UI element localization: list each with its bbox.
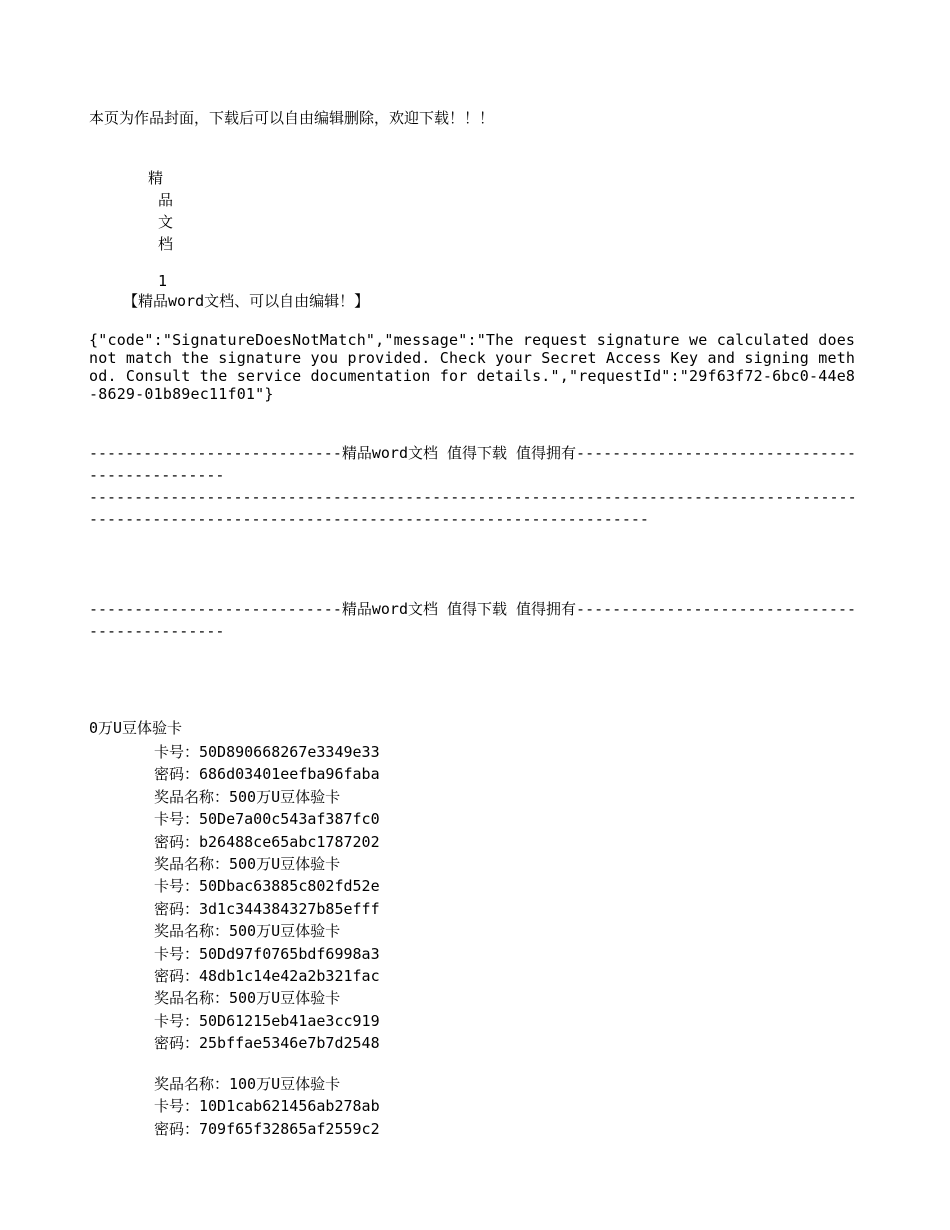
card-line: 卡号：50De7a00c543af387fc0 — [154, 810, 380, 829]
card-line: 卡号：10D1cab621456ab278ab — [154, 1097, 380, 1116]
separator-line: --------------------------------------------------------------------------------------------------------------------------------------------------- — [89, 488, 857, 528]
card-line: 密码：25bffae5346e7b7d2548 — [154, 1034, 380, 1053]
card-line: 卡号：50Dbac63885c802fd52e — [154, 877, 380, 896]
card-line: 卡号：50D890668267e3349e33 — [154, 743, 380, 761]
page-number: 1 — [158, 272, 168, 290]
document-title: 【精品word文档、可以自由编辑！】 — [123, 292, 370, 310]
card-line: 密码：3d1c344384327b85efff — [154, 899, 380, 918]
card-line: 奖品名称：100万U豆体验卡 — [154, 1074, 341, 1093]
vertical-title-char: 精 — [148, 169, 164, 187]
card-line: 密码：48db1c14e42a2b321fac — [154, 967, 380, 986]
card-line: 奖品名称：500万U豆体验卡 — [154, 787, 341, 806]
separator-banner: ----------------------------精品word文档 值得下载 值得拥有---------------------------------------------- — [89, 444, 857, 484]
card-list — [154, 741, 380, 1140]
card-line: 奖品名称：500万U豆体验卡 — [154, 989, 341, 1008]
card-line: 密码：b26488ce65abc1787202 — [154, 832, 380, 851]
spacer — [154, 1055, 380, 1073]
vertical-title-char: 品 — [158, 191, 174, 209]
card-line: 奖品名称：500万U豆体验卡 — [154, 855, 341, 874]
error-message: {"code":"SignatureDoesNotMatch","message":"The request signature we calculated does not match the signature you provided. Check your Secret Access Key and signing method. Consult the service documentation for details.","requestId":"29f63f72-6bc0-44e8-8629-01b89ec11f01"} — [89, 331, 865, 403]
vertical-title-char: 文 — [158, 213, 174, 231]
separator-banner: ----------------------------精品word文档 值得下载 值得拥有---------------------------------------------- — [89, 600, 857, 640]
card-line: 卡号：50D61215eb41ae3cc919 — [154, 1011, 380, 1030]
card-line: 奖品名称：500万U豆体验卡 — [154, 922, 341, 941]
card-section-header: 0万U豆体验卡 — [89, 719, 183, 737]
card-line: 密码：686d03401eefba96faba — [154, 765, 380, 784]
card-line: 密码：709f65f32865af2559c2 — [154, 1119, 380, 1138]
vertical-title-char: 档 — [158, 235, 174, 253]
card-line: 卡号：50Dd97f0765bdf6998a3 — [154, 944, 380, 963]
cover-note: 本页为作品封面，下载后可以自由编辑删除，欢迎下载！！！ — [89, 109, 495, 127]
